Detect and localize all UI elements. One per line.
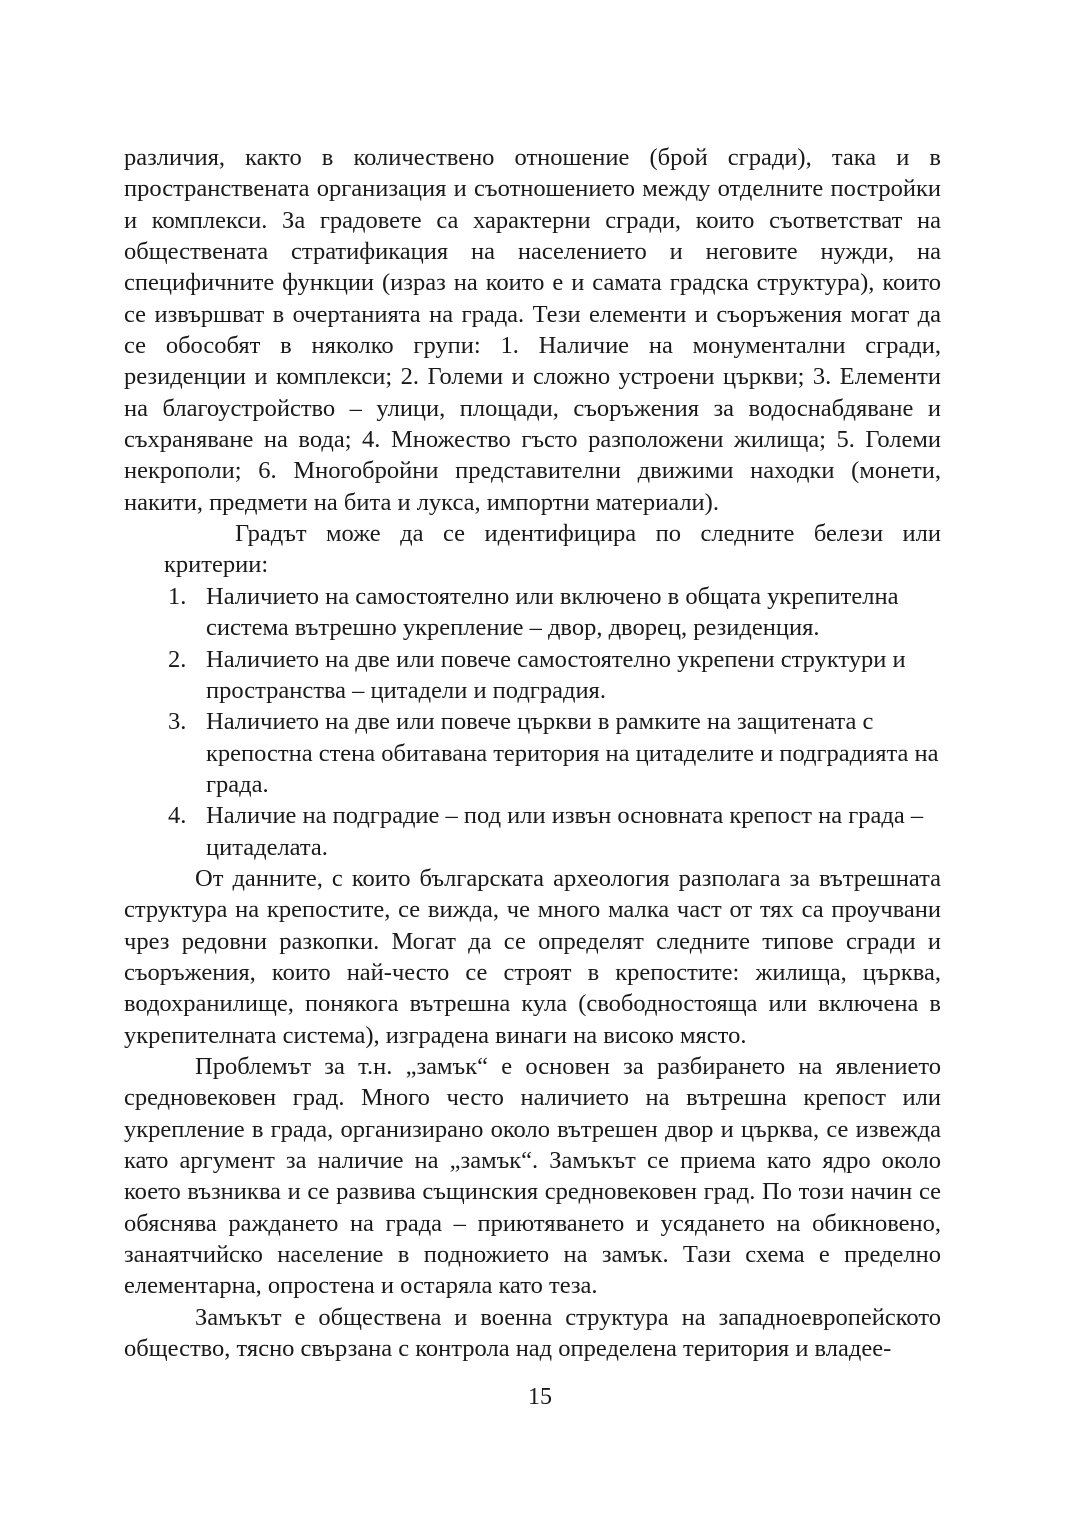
paragraph-intro: различия, както в количествено отношение (брой сгради), така и в пространствената организация и съотношението между отделните постройки и комплекси. За градовете са характерни сгради, които съответстват на обществената стратификация на населението и неговите нужди, на специфичните функции (израз на които е и самата градска структура), които се извършват в очертанията на града. Тези елементи и съоръжения могат да се обособят в няколко групи: 1. Наличие на монументални сгради, резиденции и комплекси; 2. Големи и сложно устроени църкви; 3. Елементи на благоустройство – улици, площади, съоръжения за водоснабдяване и съхраняване на вода; 4. Множество гъсто разположени жилища; 5. Големи некрополи; 6. Многобройни представителни движими находки (монети, накити, предмети на бита и лукса, импортни материали). xyxy=(124,144,941,516)
list-item xyxy=(124,644,941,707)
list-item-text: Наличието на две или повече самостоятелно укрепени структури и пространства – цитадели и подградия. xyxy=(206,645,906,704)
list-item xyxy=(124,706,941,800)
list-item xyxy=(124,800,941,863)
criteria-list xyxy=(124,581,941,863)
paragraph-fortress-structure: От данните, с които българската археология разполага за вътрешната структура на крепостите, се вижда, че много малка част от тях са проучвани чрез редовни разкопки. Могат да се определят следните типове сгради и съоръжения, които най-често се строят в крепостите: жилища, църква, водохранилище, понякога вътрешна кула (свободностояща или включена в укрепителната система), изградена винаги на високо място. xyxy=(124,864,941,1049)
paragraph-criteria-lead: Градът може да се идентифицира по следните белези или критерии: xyxy=(164,520,941,579)
list-item-number: 1. xyxy=(168,582,187,610)
paragraph-castle-problem: Проблемът за т.н. „замък“ е основен за разбирането на явлението средновековен град. Много често наличието на вътрешна крепост или укрепление в града, организирано около вътрешен двор и църква, се извежда като аргумент за наличие на „замък“. Замъкът се приема като ядро около което възниква и се развива същинския средновековен град. По този начин се обяснява раждането на града – приютяването и усядането на обикновено, занаятчийско население в подножието на замък. Тази схема е пределно елементарна, опростена и остаряла като теза. xyxy=(124,1052,941,1300)
list-item xyxy=(124,581,941,644)
list-item-number: 3. xyxy=(168,708,187,736)
list-item-text: Наличие на подградие – под или извън основната крепост на града – цитаделата. xyxy=(206,802,924,861)
page-body xyxy=(124,142,941,1364)
list-item-number: 2. xyxy=(168,645,187,673)
page-number: 15 xyxy=(528,1384,552,1410)
list-item-text: Наличието на две или повече църкви в рамките на защитената с крепостна стена обитавана територия на цитаделите и подградията на града. xyxy=(206,708,939,798)
list-item-number: 4. xyxy=(168,802,187,830)
list-item-text: Наличието на самостоятелно или включено в общата укрепителна система вътрешно укрепление – двор, дворец, резиденция. xyxy=(206,582,899,642)
paragraph-castle-definition: Замъкът е обществена и военна структура на западноевропейското общество, тясно свързана с контрола над определена територия и владее- xyxy=(124,1303,941,1363)
